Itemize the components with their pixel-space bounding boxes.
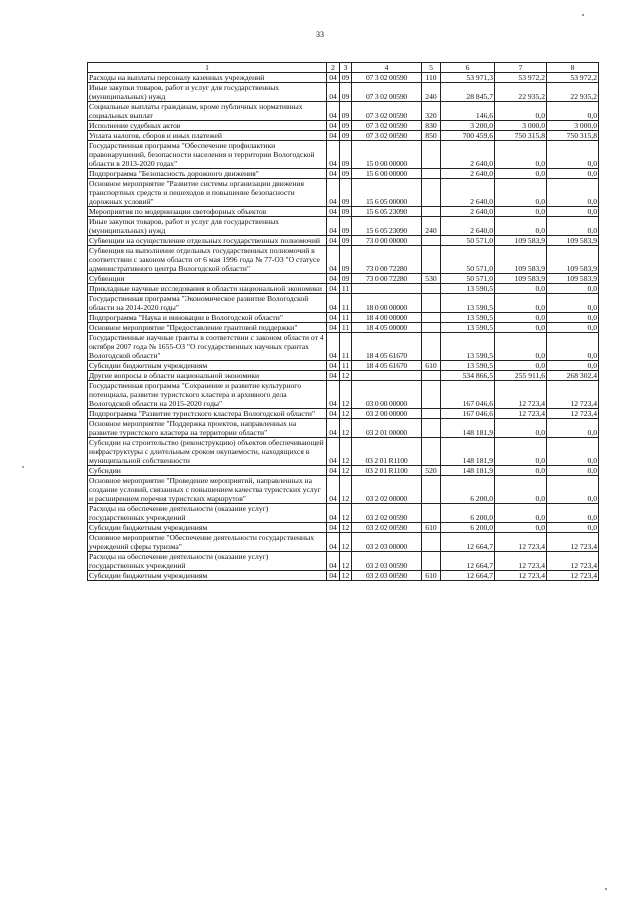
table-row [88,121,599,131]
row-amount-col7: 12 723,4 [495,571,547,581]
row-target-code: 07 3 02 00590 [352,83,422,102]
table-row [88,246,599,274]
row-amount-col7: 0,0 [495,476,547,504]
row-amount-col7: 0,0 [495,438,547,466]
row-amount-col6: 700 459,6 [441,131,495,141]
row-name: Иные закупки товаров, работ и услуг для государственных (муниципальных) нужд [88,83,327,102]
row-amount-col8: 12 723,4 [547,571,599,581]
row-amount-col7: 0,0 [495,361,547,371]
table-row [88,169,599,179]
row-subsection: 11 [340,323,352,333]
row-section: 04 [327,438,340,466]
table-row [88,361,599,371]
row-expense-type: 240 [422,217,441,236]
row-section: 04 [327,571,340,581]
row-amount-col6: 50 571,0 [441,236,495,246]
page-number: 33 [316,30,324,39]
table-row [88,476,599,504]
row-amount-col7: 0,0 [495,284,547,294]
row-amount-col8: 0,0 [547,438,599,466]
row-section: 04 [327,141,340,169]
row-name: Расходы на обеспечение деятельности (оказание услуг) государственных учреждений [88,552,327,571]
row-amount-col7: 0,0 [495,294,547,313]
row-amount-col6: 50 571,0 [441,274,495,284]
row-section: 04 [327,523,340,533]
row-name: Основное мероприятие "Развитие системы организации движения транспортных средств и пешеходов и повышение безопасности дорожных условий" [88,179,327,207]
row-amount-col7: 22 935,2 [495,83,547,102]
row-expense-type [422,438,441,466]
row-expense-type [422,179,441,207]
row-amount-col7: 0,0 [495,504,547,523]
row-target-code: 18 4 05 61670 [352,361,422,371]
header-cell-4: 4 [352,63,422,73]
row-amount-col7: 0,0 [495,141,547,169]
table-row [88,131,599,141]
row-expense-type [422,552,441,571]
row-expense-type [422,207,441,217]
row-expense-type [422,246,441,274]
table-row [88,73,599,83]
row-amount-col6: 148 181,9 [441,419,495,438]
row-name: Государственная программа "Экономическое развитие Вологодской области на 2014-2020 годы" [88,294,327,313]
row-amount-col8: 0,0 [547,217,599,236]
row-expense-type [422,476,441,504]
row-target-code: 03 2 03 00590 [352,552,422,571]
row-section: 04 [327,381,340,409]
row-amount-col7: 109 583,9 [495,274,547,284]
row-amount-col6: 146,6 [441,102,495,121]
row-subsection: 12 [340,523,352,533]
row-target-code: 03 2 01 00000 [352,419,422,438]
table-row [88,102,599,121]
row-target-code: 03 0 00 00000 [352,381,422,409]
row-expense-type [422,313,441,323]
row-amount-col7: 0,0 [495,102,547,121]
table-row [88,571,599,581]
row-section: 04 [327,294,340,313]
row-target-code: 07 3 02 00590 [352,121,422,131]
row-amount-col8: 0,0 [547,466,599,476]
row-section: 04 [327,274,340,284]
table-body [88,73,599,581]
row-amount-col6: 13 590,5 [441,294,495,313]
scan-speck [22,466,24,468]
row-target-code: 03 2 02 00590 [352,504,422,523]
table-row [88,333,599,361]
row-subsection: 09 [340,83,352,102]
row-name: Государственные научные гранты в соответствии с законом области от 4 октября 2007 года № 1655-ОЗ "О государственных научных грантах Вологодской области" [88,333,327,361]
row-amount-col6: 6 200,0 [441,523,495,533]
row-name: Субсидии бюджетным учреждениям [88,523,327,533]
row-subsection: 09 [340,236,352,246]
row-amount-col6: 13 590,5 [441,361,495,371]
row-target-code: 73 0 00 72280 [352,274,422,284]
row-name: Социальные выплаты гражданам, кроме публичных нормативных социальных выплат [88,102,327,121]
table-row [88,274,599,284]
row-amount-col6: 148 181,9 [441,438,495,466]
row-name: Субсидии на строительство (реконструкцию) объектов обеспечивающей инфраструктуры с длительным сроком окупаемости, находящихся в муниципальной собственности [88,438,327,466]
row-amount-col8: 0,0 [547,284,599,294]
table-row [88,83,599,102]
row-expense-type [422,284,441,294]
row-amount-col6: 13 590,5 [441,323,495,333]
row-subsection: 12 [340,409,352,419]
table-row [88,179,599,207]
row-target-code: 18 0 00 00000 [352,294,422,313]
row-amount-col6: 148 181,9 [441,466,495,476]
row-section: 04 [327,131,340,141]
row-expense-type: 610 [422,361,441,371]
row-subsection: 12 [340,438,352,466]
table-row [88,533,599,552]
row-name: Подпрограмма "Безопасность дорожного движения" [88,169,327,179]
row-expense-type [422,381,441,409]
row-amount-col7: 0,0 [495,217,547,236]
row-target-code: 18 4 05 61670 [352,333,422,361]
row-name: Исполнение судебных актов [88,121,327,131]
row-subsection: 12 [340,571,352,581]
row-name: Субсидии [88,466,327,476]
row-amount-col8: 3 000,0 [547,121,599,131]
row-expense-type: 850 [422,131,441,141]
row-subsection: 09 [340,141,352,169]
row-name: Другие вопросы в области национальной экономики [88,371,327,381]
row-section: 04 [327,284,340,294]
row-target-code: 07 3 02 00590 [352,73,422,83]
budget-table [87,62,599,581]
table-row [88,313,599,323]
row-amount-col6: 12 664,7 [441,533,495,552]
row-name: Расходы на обеспечение деятельности (оказание услуг) государственных учреждений [88,504,327,523]
row-expense-type: 830 [422,121,441,131]
row-name: Иные закупки товаров, работ и услуг для государственных (муниципальных) нужд [88,217,327,236]
row-amount-col8: 0,0 [547,207,599,217]
row-subsection: 12 [340,533,352,552]
row-amount-col6: 3 200,0 [441,121,495,131]
row-subsection: 11 [340,284,352,294]
table-row [88,523,599,533]
row-subsection: 11 [340,361,352,371]
table-header [88,63,599,73]
table-row [88,323,599,333]
table-row [88,294,599,313]
row-amount-col8: 109 583,9 [547,236,599,246]
row-target-code: 73 0 00 00000 [352,236,422,246]
row-amount-col7: 0,0 [495,323,547,333]
table-row [88,504,599,523]
row-amount-col8: 0,0 [547,102,599,121]
row-name: Уплата налогов, сборов и иных платежей [88,131,327,141]
row-name: Государственная программа "Сохранение и развитие культурного потенциала, развитие туристского кластера и архивного дела Вологодской области на 2015-2020 годы" [88,381,327,409]
row-name: Основное мероприятие "Поддержка проектов, направленных на развитие туристского кластера на территории области" [88,419,327,438]
row-amount-col7: 109 583,9 [495,236,547,246]
row-name: Государственная программа "Обеспечение профилактики правонарушений, безопасности населения и территории Вологодской области в 2013-2020 годах" [88,141,327,169]
row-subsection: 09 [340,73,352,83]
row-amount-col6: 50 571,0 [441,246,495,274]
row-section: 04 [327,504,340,523]
table-row [88,207,599,217]
row-section: 04 [327,476,340,504]
row-amount-col6: 2 640,0 [441,169,495,179]
row-name: Субвенции на осуществление отдельных государственных полномочий [88,236,327,246]
row-section: 04 [327,371,340,381]
row-section: 04 [327,121,340,131]
row-name: Субсидии бюджетным учреждениям [88,571,327,581]
row-amount-col8: 0,0 [547,333,599,361]
row-expense-type [422,236,441,246]
row-expense-type [422,169,441,179]
row-target-code: 03 2 02 00000 [352,476,422,504]
row-subsection: 09 [340,246,352,274]
row-target-code: 07 3 02 00590 [352,102,422,121]
row-target-code: 15 6 05 00000 [352,179,422,207]
row-subsection: 12 [340,466,352,476]
row-section: 04 [327,102,340,121]
row-subsection: 12 [340,504,352,523]
row-amount-col8: 12 723,4 [547,409,599,419]
row-amount-col8: 268 302,4 [547,371,599,381]
table-row [88,409,599,419]
row-section: 04 [327,236,340,246]
row-amount-col8: 109 583,9 [547,274,599,284]
row-amount-col7: 0,0 [495,419,547,438]
row-amount-col7: 3 000,0 [495,121,547,131]
row-subsection: 12 [340,419,352,438]
row-expense-type [422,371,441,381]
row-target-code: 03 2 02 00590 [352,523,422,533]
row-amount-col6: 12 664,7 [441,571,495,581]
row-expense-type [422,419,441,438]
row-amount-col7: 0,0 [495,179,547,207]
row-amount-col6: 13 590,5 [441,284,495,294]
row-name: Субвенции [88,274,327,284]
row-amount-col7: 12 723,4 [495,533,547,552]
row-target-code: 03 2 03 00590 [352,571,422,581]
row-expense-type [422,333,441,361]
row-amount-col8: 0,0 [547,504,599,523]
row-subsection: 12 [340,552,352,571]
row-amount-col8: 0,0 [547,294,599,313]
table-row [88,438,599,466]
row-expense-type: 320 [422,102,441,121]
row-section: 04 [327,361,340,371]
row-target-code: 15 6 05 23090 [352,207,422,217]
row-subsection: 12 [340,381,352,409]
header-row [88,63,599,73]
row-name: Мероприятия по модернизации светофорных объектов [88,207,327,217]
table-row [88,466,599,476]
row-amount-col7: 0,0 [495,523,547,533]
row-section: 04 [327,217,340,236]
row-subsection: 09 [340,102,352,121]
row-amount-col6: 28 845,7 [441,83,495,102]
row-target-code: 03 2 03 00000 [352,533,422,552]
row-amount-col7: 750 315,8 [495,131,547,141]
row-expense-type [422,533,441,552]
row-expense-type: 240 [422,83,441,102]
row-subsection: 11 [340,333,352,361]
header-cell-8: 8 [547,63,599,73]
row-expense-type: 610 [422,523,441,533]
table-row [88,381,599,409]
table-row [88,284,599,294]
row-section: 04 [327,207,340,217]
row-subsection: 11 [340,313,352,323]
row-target-code: 73 0 00 72280 [352,246,422,274]
row-name: Прикладные научные исследования в области национальной экономики [88,284,327,294]
row-amount-col8: 12 723,4 [547,381,599,409]
row-target-code: 07 3 02 00590 [352,131,422,141]
scan-speck [605,888,607,890]
row-subsection: 12 [340,476,352,504]
row-section: 04 [327,313,340,323]
row-amount-col6: 12 664,7 [441,552,495,571]
table-row [88,141,599,169]
row-name: Основное мероприятие "Проведение мероприятий, направленных на создание условий, связанных с повышением качества туристских услуг и расширением перечня туристских маршрутов" [88,476,327,504]
row-target-code: 15 6 05 23090 [352,217,422,236]
row-name: Основное мероприятие "Предоставление грантовой поддержки" [88,323,327,333]
row-amount-col6: 534 866,5 [441,371,495,381]
row-amount-col6: 6 200,0 [441,504,495,523]
row-name: Субсидии бюджетным учреждениям [88,361,327,371]
row-amount-col7: 0,0 [495,169,547,179]
row-amount-col7: 0,0 [495,333,547,361]
row-target-code: 18 4 00 00000 [352,313,422,323]
row-amount-col8: 750 315,8 [547,131,599,141]
row-amount-col6: 2 640,0 [441,207,495,217]
table-row [88,217,599,236]
row-amount-col8: 0,0 [547,476,599,504]
row-amount-col6: 167 046,6 [441,381,495,409]
table-row [88,236,599,246]
row-amount-col7: 12 723,4 [495,552,547,571]
row-target-code: 03 2 01 R1100 [352,466,422,476]
row-section: 04 [327,73,340,83]
row-amount-col8: 0,0 [547,419,599,438]
row-section: 04 [327,246,340,274]
table-row [88,552,599,571]
row-amount-col6: 2 640,0 [441,217,495,236]
row-name: Расходы на выплаты персоналу казенных учреждений [88,73,327,83]
row-amount-col7: 0,0 [495,313,547,323]
row-section: 04 [327,169,340,179]
header-cell-5: 5 [422,63,441,73]
row-amount-col8: 0,0 [547,169,599,179]
row-name: Субвенция на выполнение отдельных государственных полномочий в соответствии с законом области от 6 мая 1996 года № 77-ОЗ "О статусе административного центра Вологодской области" [88,246,327,274]
row-section: 04 [327,323,340,333]
row-target-code: 03 2 01 R1100 [352,438,422,466]
row-section: 04 [327,179,340,207]
row-subsection: 09 [340,121,352,131]
row-expense-type: 530 [422,274,441,284]
row-section: 04 [327,552,340,571]
row-expense-type [422,141,441,169]
row-name: Подпрограмма "Наука и инновации в Вологодской области" [88,313,327,323]
row-expense-type [422,409,441,419]
scan-speck [582,14,584,16]
header-cell-2: 2 [327,63,340,73]
row-amount-col8: 0,0 [547,361,599,371]
row-target-code: 18 4 05 00000 [352,323,422,333]
row-expense-type [422,294,441,313]
row-section: 04 [327,419,340,438]
row-name: Подпрограмма "Развитие туристского кластера Вологодской области" [88,409,327,419]
row-section: 04 [327,409,340,419]
row-amount-col6: 2 640,0 [441,141,495,169]
row-section: 04 [327,333,340,361]
header-cell-3: 3 [340,63,352,73]
row-expense-type: 110 [422,73,441,83]
row-expense-type: 520 [422,466,441,476]
row-amount-col8: 0,0 [547,323,599,333]
row-subsection: 12 [340,371,352,381]
row-target-code [352,371,422,381]
row-amount-col8: 0,0 [547,313,599,323]
row-subsection: 09 [340,207,352,217]
row-amount-col8: 0,0 [547,523,599,533]
row-section: 04 [327,466,340,476]
row-amount-col7: 109 583,9 [495,246,547,274]
row-expense-type: 610 [422,571,441,581]
table-row [88,419,599,438]
row-amount-col7: 0,0 [495,466,547,476]
row-section: 04 [327,533,340,552]
header-cell-7: 7 [495,63,547,73]
row-target-code: 15 0 00 00000 [352,141,422,169]
header-cell-6: 6 [441,63,495,73]
row-subsection: 09 [340,169,352,179]
row-amount-col6: 53 971,3 [441,73,495,83]
row-amount-col6: 13 590,5 [441,333,495,361]
row-amount-col8: 22 935,2 [547,83,599,102]
row-subsection: 09 [340,217,352,236]
row-amount-col8: 53 972,2 [547,73,599,83]
row-amount-col7: 12 723,4 [495,381,547,409]
row-amount-col6: 13 590,5 [441,313,495,323]
row-amount-col8: 0,0 [547,179,599,207]
row-amount-col8: 109 583,9 [547,246,599,274]
row-amount-col7: 0,0 [495,207,547,217]
row-amount-col6: 167 046,6 [441,409,495,419]
row-amount-col7: 12 723,4 [495,409,547,419]
row-target-code: 15 6 00 00000 [352,169,422,179]
row-subsection: 09 [340,274,352,284]
row-amount-col6: 6 200,0 [441,476,495,504]
row-amount-col8: 12 723,4 [547,533,599,552]
row-target-code [352,284,422,294]
row-amount-col8: 0,0 [547,141,599,169]
row-amount-col7: 53 972,2 [495,73,547,83]
row-subsection: 09 [340,131,352,141]
row-subsection: 09 [340,179,352,207]
row-amount-col7: 255 911,6 [495,371,547,381]
header-cell-1: 1 [88,63,327,73]
row-subsection: 11 [340,294,352,313]
row-target-code: 03 2 00 00000 [352,409,422,419]
row-amount-col6: 2 640,0 [441,179,495,207]
row-amount-col8: 12 723,4 [547,552,599,571]
row-expense-type [422,504,441,523]
table-row [88,371,599,381]
row-name: Основное мероприятие "Обеспечение деятельности государственных учреждений сферы туризма" [88,533,327,552]
row-section: 04 [327,83,340,102]
row-expense-type [422,323,441,333]
